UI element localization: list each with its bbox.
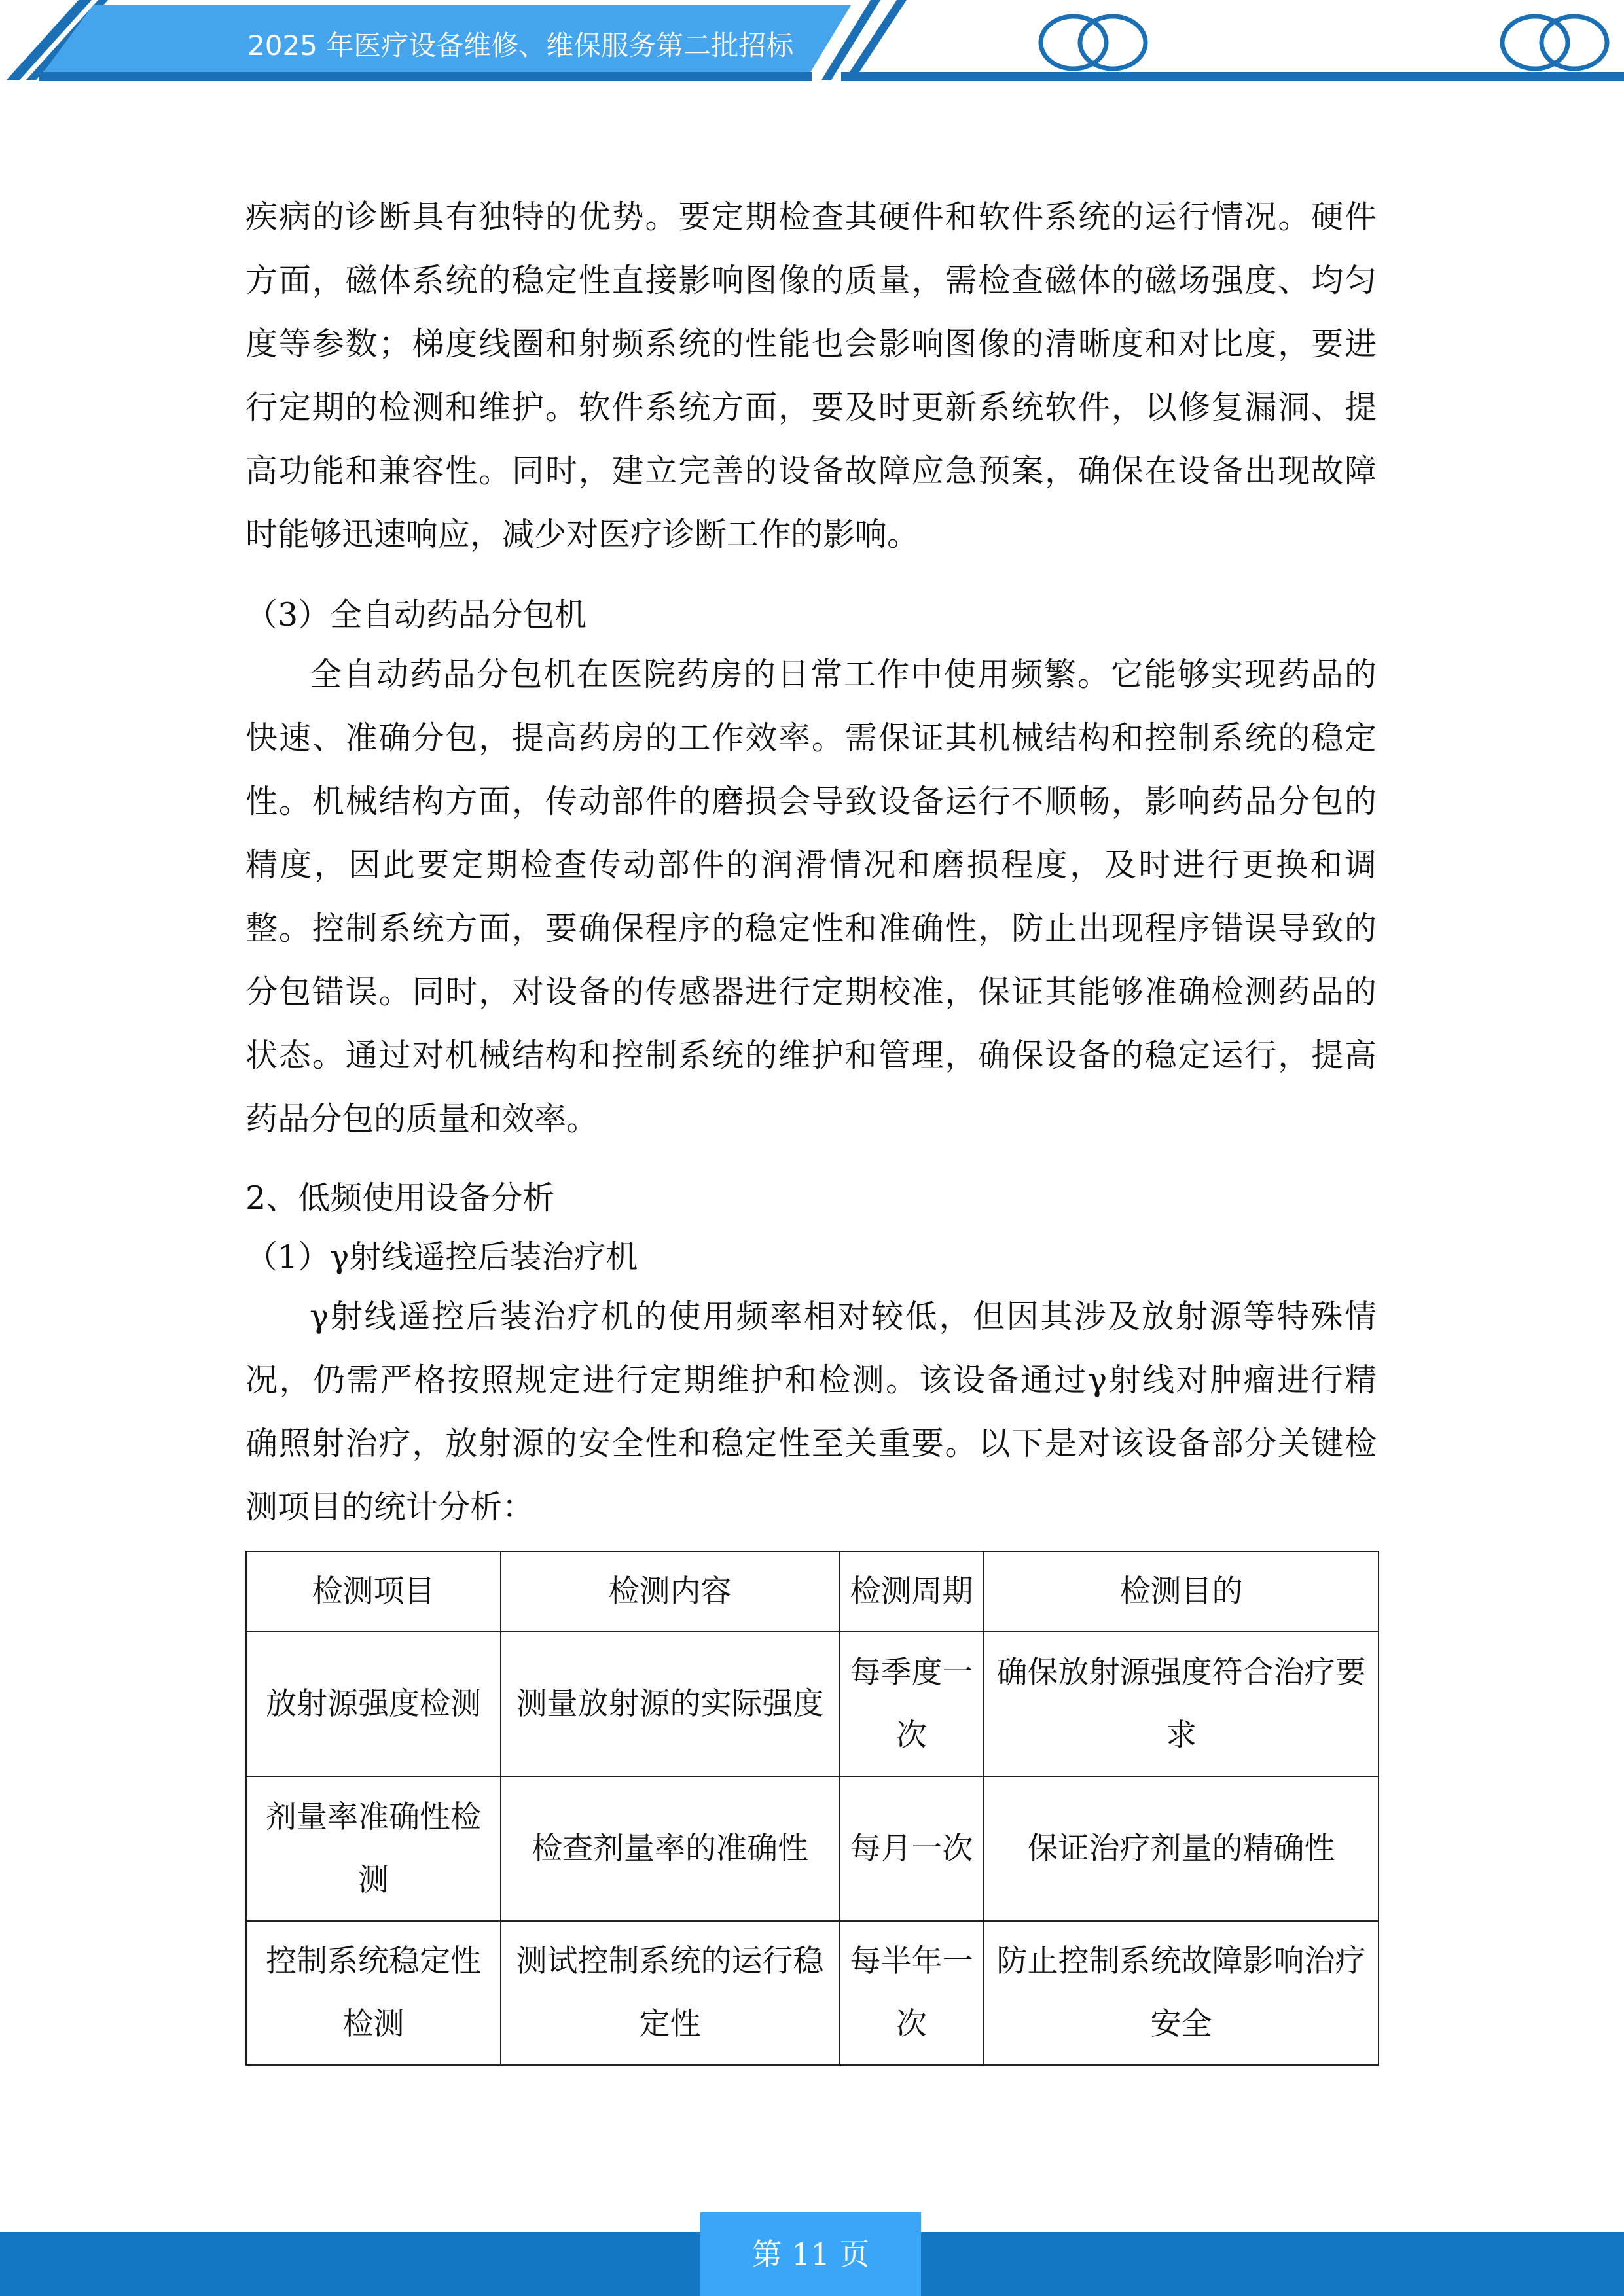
text-line: 性。机械结构方面，传动部件的磨损会导致设备运行不顺畅，影响药品分包的 bbox=[245, 783, 1377, 820]
text-line: 整。控制系统方面，要确保程序的稳定性和准确性，防止出现程序错误导致的 bbox=[245, 910, 1377, 947]
table-cell: 防止控制系统故障影响治疗安全 bbox=[984, 1921, 1379, 2065]
text-line: 全自动药品分包机在医院药房的日常工作中使用频繁。它能够实现药品的 bbox=[310, 656, 1377, 693]
table-header-row bbox=[246, 1551, 1379, 1632]
table-cell: 每半年一次 bbox=[839, 1921, 984, 2065]
table-cell: 每月一次 bbox=[839, 1776, 984, 1921]
text-line: 药品分包的质量和效率。 bbox=[245, 1100, 599, 1138]
text-line: 快速、准确分包，提高药房的工作效率。需保证其机械结构和控制系统的稳定 bbox=[245, 719, 1377, 757]
table-header: 检测内容 bbox=[501, 1551, 839, 1632]
table-header: 检测项目 bbox=[246, 1551, 501, 1632]
table-row bbox=[246, 1776, 1379, 1921]
text-line: 测项目的统计分析： bbox=[245, 1488, 535, 1526]
text-line: 确照射治疗，放射源的安全性和稳定性至关重要。以下是对该设备部分关键检 bbox=[245, 1425, 1377, 1462]
table-row bbox=[246, 1921, 1379, 2065]
paragraph-mri bbox=[245, 185, 1377, 566]
text-line: 疾病的诊断具有独特的优势。要定期检查其硬件和软件系统的运行情况。硬件 bbox=[245, 198, 1377, 236]
table-cell: 每季度一次 bbox=[839, 1632, 984, 1776]
text-line: 分包错误。同时，对设备的传感器进行定期校准，保证其能够准确检测药品的 bbox=[245, 973, 1377, 1011]
table-row bbox=[246, 1632, 1379, 1776]
rings-icon bbox=[1041, 16, 1607, 69]
table-cell: 测试控制系统的运行稳定性 bbox=[501, 1921, 839, 2065]
text-line: 高功能和兼容性。同时，建立完善的设备故障应急预案，确保在设备出现故障 bbox=[245, 452, 1377, 490]
page-header bbox=[0, 0, 1624, 85]
text-line: 度等参数；梯度线圈和射频系统的性能也会影响图像的清晰度和对比度，要进 bbox=[245, 325, 1377, 363]
table-header: 检测周期 bbox=[839, 1551, 984, 1632]
section-heading-low-frequency: 2、低频使用设备分析 bbox=[245, 1179, 555, 1217]
text-line: 行定期的检测和维护。软件系统方面，要及时更新系统软件，以修复漏洞、提 bbox=[245, 389, 1377, 426]
table-cell: 检查剂量率的准确性 bbox=[501, 1776, 839, 1921]
heading-packaging-machine: （3）全自动药品分包机 bbox=[245, 596, 587, 634]
text-line: γ射线遥控后装治疗机的使用频率相对较低，但因其涉及放射源等特殊情 bbox=[310, 1298, 1377, 1335]
table-cell: 控制系统稳定性检测 bbox=[246, 1921, 501, 2065]
paragraph-packaging-machine bbox=[245, 643, 1377, 1151]
text-line: 精度，因此要定期检查传动部件的润滑情况和磨损程度，及时进行更换和调 bbox=[245, 846, 1377, 884]
table-cell: 放射源强度检测 bbox=[246, 1632, 501, 1776]
text-line: 时能够迅速响应，减少对医疗诊断工作的影响。 bbox=[245, 516, 920, 553]
header-title: 2025 年医疗设备维修、维保服务第二批招标 bbox=[247, 29, 794, 62]
page-number: 第 11 页 bbox=[700, 2212, 921, 2296]
table-cell: 剂量率准确性检测 bbox=[246, 1776, 501, 1921]
table-header: 检测目的 bbox=[984, 1551, 1379, 1632]
paragraph-gamma-machine bbox=[245, 1285, 1377, 1539]
table-cell: 保证治疗剂量的精确性 bbox=[984, 1776, 1379, 1921]
text-line: 状态。通过对机械结构和控制系统的维护和管理，确保设备的稳定运行，提高 bbox=[245, 1037, 1377, 1074]
table-cell: 确保放射源强度符合治疗要求 bbox=[984, 1632, 1379, 1776]
table-cell: 测量放射源的实际强度 bbox=[501, 1632, 839, 1776]
text-line: 况，仍需严格按照规定进行定期维护和检测。该设备通过γ射线对肿瘤进行精 bbox=[245, 1361, 1377, 1399]
heading-gamma-machine: （1）γ射线遥控后装治疗机 bbox=[245, 1238, 638, 1276]
inspection-table bbox=[245, 1551, 1379, 2066]
text-line: 方面，磁体系统的稳定性直接影响图像的质量，需检查磁体的磁场强度、均匀 bbox=[245, 262, 1377, 299]
